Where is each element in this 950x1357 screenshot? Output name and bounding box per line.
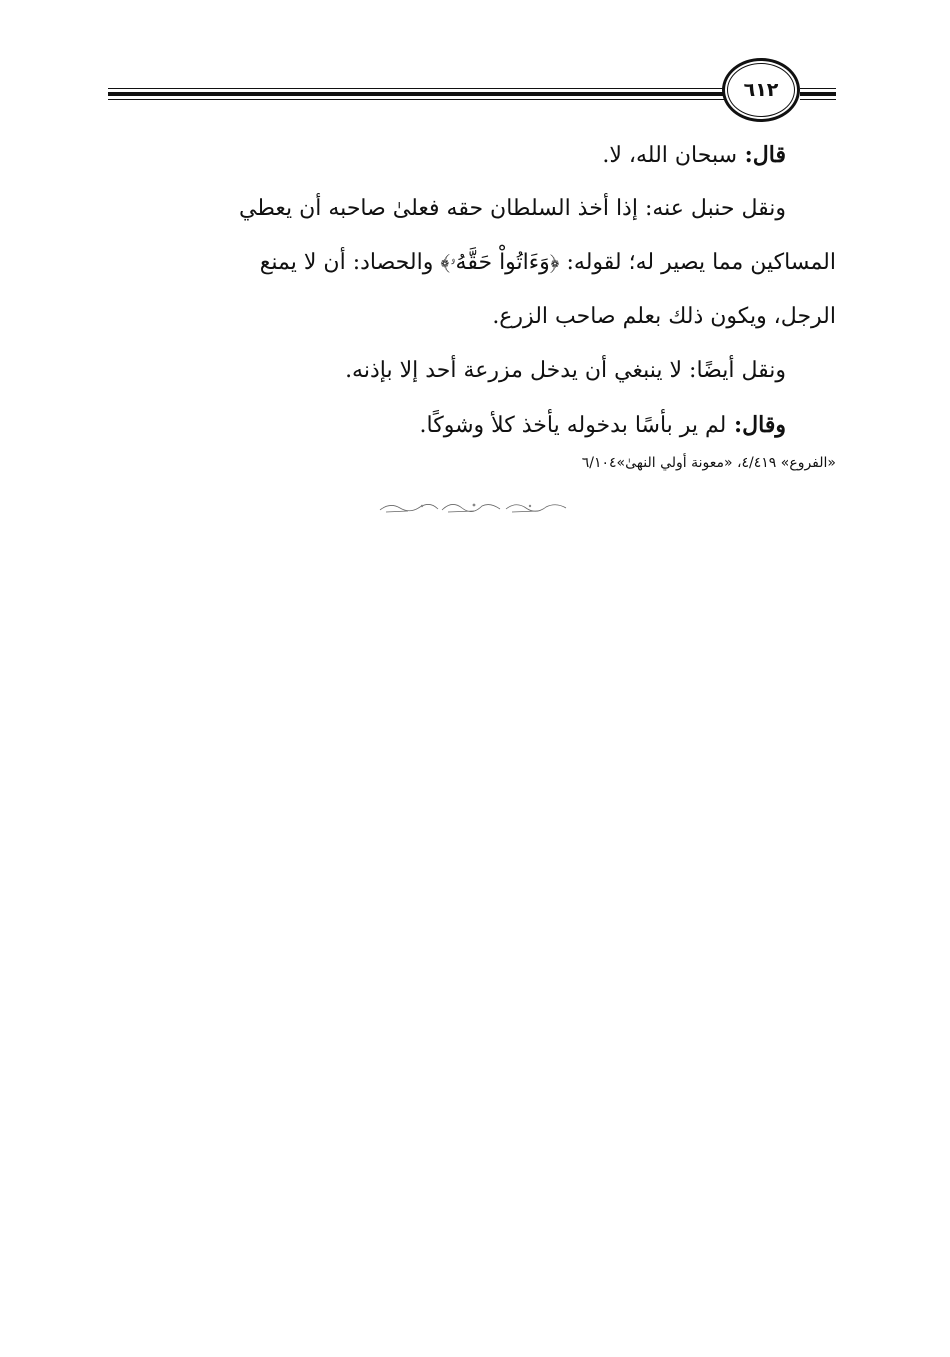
- text-line-2: [108, 182, 836, 236]
- line-text: لم ير بأسًا بدخوله يأخذ كلأ وشوكًا.: [419, 413, 727, 438]
- header-rule: [108, 88, 726, 103]
- text-line-1: [108, 128, 836, 182]
- text-line-4: [108, 290, 836, 344]
- text-line-3: [108, 236, 836, 290]
- page-number: ٦١٢: [743, 79, 779, 101]
- page-body: [108, 128, 836, 452]
- line-text: سبحان الله، لا.: [602, 143, 738, 168]
- speaker-label: وقال:: [726, 412, 786, 438]
- footnote-reference: «الفروع» ٤/٤١٩، «معونة أولي النهىٰ»٦/١٠٤: [581, 455, 836, 471]
- section-divider-ornament: [378, 498, 568, 516]
- line-text: والحصاد: أن لا يمنع: [259, 250, 441, 275]
- line-text: الرجل، ويكون ذلك بعلم صاحب الزرع.: [492, 304, 836, 329]
- speaker-label: قال:: [737, 142, 786, 168]
- text-line-6: [108, 398, 836, 452]
- line-text: ونقل حنبل عنه: إذا أخذ السلطان حقه فعلىٰ صاحبه أن يعطي: [239, 196, 786, 221]
- line-text: ونقل أيضًا: لا ينبغي أن يدخل مزرعة أحد إلا بإذنه.: [345, 358, 786, 383]
- page-number-badge: [722, 58, 800, 122]
- line-text: المساكين مما يصير له؛ لقوله:: [559, 250, 836, 275]
- page-header: [108, 52, 836, 132]
- text-line-5: [108, 344, 836, 398]
- header-rule-right: [800, 88, 836, 103]
- quran-quote: ﴿وَءَاتُواْ حَقَّهُۥ﴾: [440, 250, 560, 275]
